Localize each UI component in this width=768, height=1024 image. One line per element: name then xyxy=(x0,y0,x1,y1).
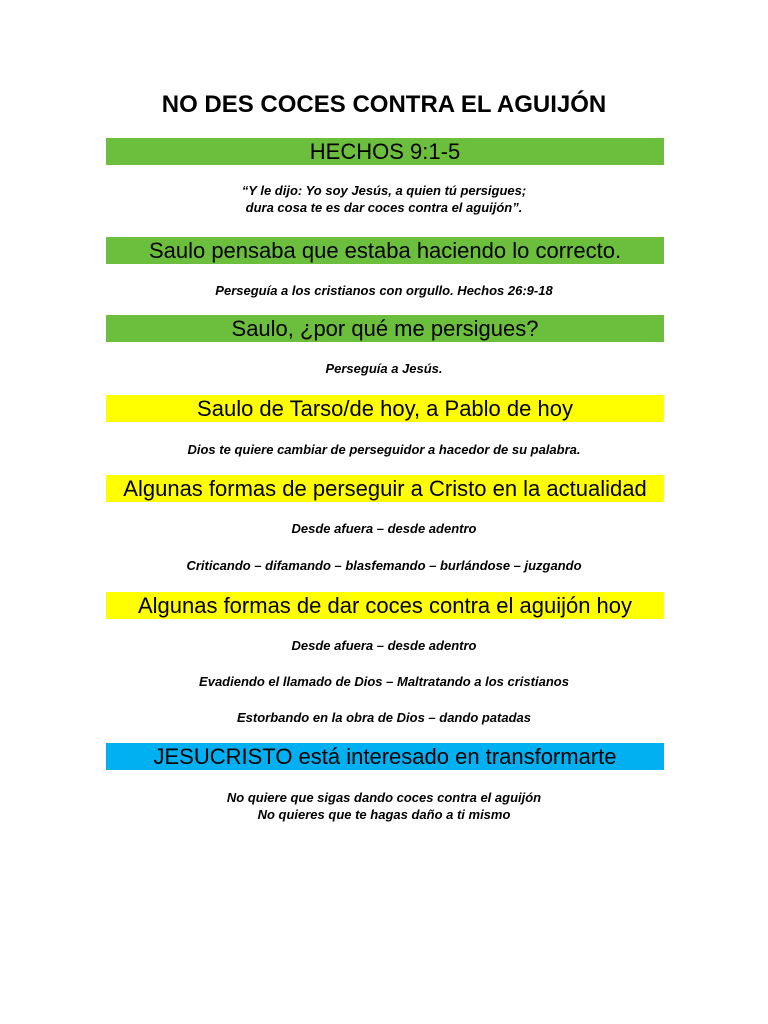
note-no-quiere-coces: No quiere que sigas dando coces contra el aguijón xyxy=(226,790,542,805)
section-heading-jesucristo: JESUCRISTO está interesado en transformarte xyxy=(106,743,664,770)
section-heading-formas-coces: Algunas formas de dar coces contra el aguijón hoy xyxy=(106,592,664,619)
section-heading-por-que-me-persigues: Saulo, ¿por qué me persigues? xyxy=(106,315,664,342)
verse-quote-line-1: “Y le dijo: Yo soy Jesús, a quien tú persigues; xyxy=(241,183,527,198)
note-afuera-adentro-2: Desde afuera – desde adentro xyxy=(291,638,477,653)
note-estorbando-obra: Estorbando en la obra de Dios – dando patadas xyxy=(237,710,531,725)
note-perseguia-jesus: Perseguía a Jesús. xyxy=(325,361,443,376)
page-title: NO DES COCES CONTRA EL AGUIJÓN xyxy=(161,91,607,118)
note-afuera-adentro: Desde afuera – desde adentro xyxy=(291,521,477,536)
section-heading-formas-perseguir: Algunas formas de perseguir a Cristo en la actualidad xyxy=(106,475,664,502)
verse-quote-line-2: dura cosa te es dar coces contra el aguijón”. xyxy=(245,200,523,215)
note-no-te-hagas-dano: No quieres que te hagas daño a ti mismo xyxy=(257,807,511,822)
note-persecucion-cristianos: Perseguía a los cristianos con orgullo. Hechos 26:9-18 xyxy=(215,283,553,298)
note-criticando-list: Criticando – difamando – blasfemando – burlándose – juzgando xyxy=(186,558,582,573)
section-heading-tarso-pablo: Saulo de Tarso/de hoy, a Pablo de hoy xyxy=(106,395,664,422)
section-heading-hechos: HECHOS 9:1-5 xyxy=(106,138,664,165)
note-evadiendo-llamado: Evadiendo el llamado de Dios – Maltratando a los cristianos xyxy=(199,674,569,689)
section-heading-saulo-correcto: Saulo pensaba que estaba haciendo lo correcto. xyxy=(106,237,664,264)
note-dios-quiere-cambiar: Dios te quiere cambiar de perseguidor a hacedor de su palabra. xyxy=(187,442,581,457)
